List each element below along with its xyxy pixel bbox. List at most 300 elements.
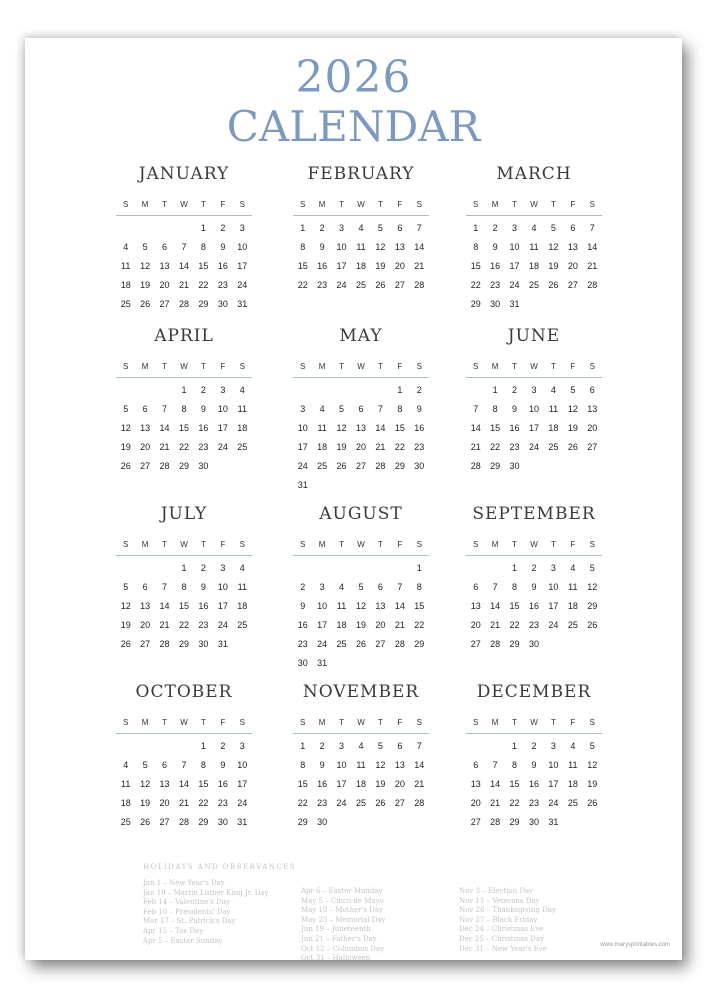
day-cell: 25 [237, 442, 248, 452]
day-cell: 4 [239, 385, 245, 395]
day-cell: 9 [492, 242, 498, 252]
day-cell: 2 [200, 385, 206, 395]
day-cell: 15 [470, 261, 481, 271]
day-cell: 13 [355, 423, 366, 433]
weekday-header: F [570, 718, 576, 727]
day-cell-empty [155, 381, 174, 400]
day-cell: 26 [375, 280, 386, 290]
day-cell: 20 [159, 798, 170, 808]
weekday-header-row [466, 361, 602, 378]
day-cell: 24 [297, 461, 308, 471]
weekday-header: W [530, 540, 538, 549]
day-cell: 14 [178, 779, 189, 789]
title-year: 2026 [295, 52, 412, 103]
weekday-header: S [416, 540, 422, 549]
day-cell: 27 [567, 280, 578, 290]
day-cell: 13 [159, 261, 170, 271]
holiday-item: Apr 5 – Easter Sunday [143, 936, 223, 945]
day-cell: 17 [548, 779, 559, 789]
day-cell-empty [174, 219, 193, 238]
day-cell: 7 [397, 582, 403, 592]
day-cell: 1 [200, 223, 206, 233]
days-grid [466, 219, 602, 314]
holiday-item: Jun 21 – Father's Day [301, 934, 377, 943]
day-cell: 12 [355, 601, 366, 611]
day-cell: 20 [140, 620, 151, 630]
day-cell: 22 [509, 620, 520, 630]
weekday-header: S [123, 362, 129, 371]
day-cell: 8 [512, 582, 518, 592]
holiday-item: Nov 3 – Election Day [459, 887, 534, 895]
day-cell: 2 [416, 385, 422, 395]
weekday-header-row [116, 361, 252, 378]
weekday-header: S [589, 718, 595, 727]
day-cell: 22 [178, 442, 189, 452]
day-cell: 2 [531, 741, 537, 751]
days-grid [116, 559, 252, 654]
day-cell: 21 [490, 620, 501, 630]
weekday-header: S [589, 362, 595, 371]
day-cell: 1 [512, 741, 518, 751]
day-cell: 6 [589, 385, 595, 395]
weekday-header: T [550, 362, 556, 371]
day-cell: 18 [120, 280, 131, 290]
day-cell: 28 [159, 639, 170, 649]
day-cell: 12 [120, 423, 131, 433]
day-cell: 30 [198, 639, 209, 649]
day-cell: 28 [414, 798, 425, 808]
weekday-header: W [530, 362, 538, 371]
day-cell: 4 [239, 563, 245, 573]
day-cell: 5 [358, 582, 364, 592]
month-april [116, 325, 252, 476]
day-cell-empty [312, 559, 331, 578]
day-cell: 2 [531, 563, 537, 573]
day-cell: 30 [217, 299, 228, 309]
day-cell: 25 [317, 461, 328, 471]
day-cell: 13 [587, 404, 598, 414]
weekday-header: W [180, 362, 188, 371]
days-grid [293, 737, 429, 832]
holiday-item: Jan 19 – Martin Luther King Jr. Day [143, 888, 269, 897]
day-cell: 17 [297, 442, 308, 452]
holiday-item: Feb 16 – Presidents' Day [143, 907, 231, 916]
weekday-header: T [377, 718, 383, 727]
day-cell: 8 [300, 760, 306, 770]
day-cell: 27 [394, 798, 405, 808]
day-cell: 5 [570, 385, 576, 395]
holiday-item: May 5 – Cinco de Mayo [301, 896, 384, 905]
day-cell: 13 [375, 601, 386, 611]
day-cell: 9 [200, 404, 206, 414]
weekday-header: W [530, 200, 538, 209]
day-cell: 15 [414, 601, 425, 611]
day-cell-empty [466, 559, 485, 578]
day-cell: 16 [198, 423, 209, 433]
day-cell: 11 [568, 760, 578, 770]
day-cell: 24 [237, 798, 248, 808]
day-cell: 25 [528, 280, 539, 290]
day-cell: 5 [123, 582, 129, 592]
weekday-header: S [123, 540, 129, 549]
day-cell: 28 [490, 639, 501, 649]
weekday-header: F [570, 362, 576, 371]
day-cell: 15 [490, 423, 501, 433]
day-cell-empty [116, 559, 135, 578]
day-cell: 28 [178, 817, 189, 827]
month-name: NOVEMBER [302, 682, 420, 702]
day-cell: 17 [548, 601, 559, 611]
day-cell: 23 [528, 620, 539, 630]
day-cell: 20 [355, 442, 366, 452]
day-cell: 10 [548, 582, 559, 592]
day-cell-empty [116, 737, 135, 756]
day-cell: 24 [548, 798, 559, 808]
holiday-item: Apr 15 – Tax Day [143, 926, 204, 935]
day-cell: 19 [336, 442, 347, 452]
day-cell: 23 [198, 620, 209, 630]
day-cell: 27 [355, 461, 366, 471]
day-cell: 1 [181, 563, 187, 573]
weekday-header: F [397, 362, 403, 371]
day-cell: 24 [336, 280, 347, 290]
day-cell: 11 [529, 242, 539, 252]
day-cell: 3 [550, 741, 556, 751]
day-cell: 14 [375, 423, 386, 433]
day-cell: 30 [198, 461, 209, 471]
day-cell: 21 [178, 798, 189, 808]
weekday-header: T [377, 362, 383, 371]
day-cell: 19 [375, 261, 386, 271]
day-cell: 29 [414, 639, 425, 649]
day-cell: 25 [336, 639, 347, 649]
day-cell: 21 [375, 442, 386, 452]
day-cell: 14 [159, 423, 170, 433]
day-cell: 11 [568, 582, 578, 592]
day-cell: 5 [377, 741, 383, 751]
day-cell: 13 [470, 779, 481, 789]
day-cell: 9 [200, 582, 206, 592]
day-cell: 21 [159, 620, 170, 630]
weekday-header: F [397, 540, 403, 549]
day-cell: 7 [181, 242, 187, 252]
day-cell: 4 [570, 563, 576, 573]
weekday-header: F [397, 200, 403, 209]
day-cell: 26 [140, 817, 151, 827]
weekday-header: T [200, 362, 206, 371]
day-cell: 24 [548, 620, 559, 630]
day-cell: 19 [120, 620, 131, 630]
day-cell: 29 [178, 639, 189, 649]
day-cell: 10 [297, 423, 308, 433]
day-cell: 1 [416, 563, 422, 573]
day-cell: 16 [490, 261, 501, 271]
day-cell: 8 [200, 242, 206, 252]
day-cell: 19 [140, 280, 151, 290]
day-cell-empty [312, 381, 331, 400]
day-cell: 11 [317, 423, 327, 433]
day-cell: 30 [509, 461, 520, 471]
day-cell: 23 [490, 280, 501, 290]
weekday-header: F [570, 200, 576, 209]
day-cell: 9 [220, 760, 226, 770]
day-cell: 23 [297, 639, 308, 649]
day-cell: 23 [317, 280, 328, 290]
weekday-header: M [141, 362, 149, 371]
day-cell: 16 [217, 779, 228, 789]
holidays-column-2 [301, 887, 459, 964]
day-cell-empty [293, 559, 312, 578]
weekday-header: T [550, 718, 556, 727]
day-cell-empty [293, 381, 312, 400]
day-cell: 28 [159, 461, 170, 471]
weekday-header: T [200, 718, 206, 727]
weekday-header: W [180, 540, 188, 549]
day-cell: 21 [394, 620, 405, 630]
day-cell: 15 [178, 423, 189, 433]
day-cell: 11 [336, 601, 347, 611]
day-cell: 21 [178, 280, 189, 290]
day-cell: 10 [509, 242, 520, 252]
holiday-item: Nov 11 – Veterans Day [459, 896, 540, 905]
weekday-header-row [293, 717, 429, 734]
holiday-item: Nov 26 – Thanksgiving Day [459, 906, 556, 915]
weekday-header: W [357, 540, 365, 549]
day-cell: 26 [355, 639, 366, 649]
day-cell: 3 [239, 741, 245, 751]
day-cell: 12 [375, 242, 386, 252]
day-cell: 10 [528, 404, 539, 414]
day-cell: 23 [198, 442, 209, 452]
day-cell: 7 [492, 582, 498, 592]
day-cell: 28 [178, 299, 189, 309]
day-cell: 29 [394, 461, 405, 471]
day-cell-empty [135, 219, 154, 238]
weekday-header: M [491, 718, 499, 727]
weekday-header-row [116, 717, 252, 734]
weekday-header: M [141, 200, 149, 209]
day-cell: 7 [162, 582, 168, 592]
day-cell: 16 [509, 423, 520, 433]
weekday-header: F [570, 540, 576, 549]
day-cell: 5 [123, 404, 129, 414]
day-cell: 30 [414, 461, 425, 471]
day-cell: 1 [200, 741, 206, 751]
day-cell: 16 [414, 423, 425, 433]
month-name: JULY [160, 504, 208, 524]
day-cell: 7 [416, 741, 422, 751]
day-cell: 28 [470, 461, 481, 471]
day-cell: 10 [217, 404, 228, 414]
weekday-header: W [357, 718, 365, 727]
days-grid [466, 381, 602, 476]
day-cell: 27 [159, 817, 170, 827]
day-cell: 24 [528, 442, 539, 452]
weekday-header: M [491, 540, 499, 549]
day-cell: 4 [123, 242, 129, 252]
day-cell: 10 [237, 242, 248, 252]
day-cell: 8 [300, 242, 306, 252]
day-cell: 18 [355, 779, 366, 789]
weekday-header-row [293, 361, 429, 378]
day-cell: 13 [470, 601, 481, 611]
weekday-header: S [239, 718, 245, 727]
day-cell: 22 [178, 620, 189, 630]
day-cell: 24 [317, 639, 328, 649]
weekday-header: W [180, 718, 188, 727]
day-cell: 18 [237, 601, 248, 611]
day-cell: 14 [490, 779, 501, 789]
day-cell-empty [135, 381, 154, 400]
day-cell: 24 [217, 620, 228, 630]
day-cell: 18 [567, 601, 578, 611]
weekday-header: T [339, 718, 344, 727]
day-cell: 17 [217, 601, 228, 611]
day-cell: 9 [319, 760, 325, 770]
day-cell: 11 [121, 261, 131, 271]
day-cell: 22 [297, 798, 308, 808]
weekday-header: S [239, 540, 245, 549]
day-cell: 5 [142, 760, 148, 770]
day-cell: 17 [336, 261, 347, 271]
day-cell-empty [135, 737, 154, 756]
day-cell: 25 [120, 299, 131, 309]
day-cell: 5 [550, 223, 556, 233]
day-cell: 20 [140, 442, 151, 452]
weekday-header: M [141, 540, 149, 549]
day-cell: 4 [339, 582, 345, 592]
day-cell: 1 [300, 741, 306, 751]
day-cell: 6 [473, 582, 479, 592]
month-july [116, 503, 252, 654]
day-cell: 31 [509, 299, 520, 309]
day-cell: 15 [297, 261, 308, 271]
day-cell: 16 [217, 261, 228, 271]
weekday-header: W [530, 718, 538, 727]
day-cell: 18 [528, 261, 539, 271]
day-cell: 17 [336, 779, 347, 789]
day-cell: 21 [470, 442, 481, 452]
day-cell: 3 [531, 385, 537, 395]
day-cell: 23 [509, 442, 520, 452]
weekday-header: T [339, 540, 344, 549]
weekday-header: M [318, 540, 326, 549]
day-cell: 22 [509, 798, 520, 808]
day-cell: 7 [162, 404, 168, 414]
day-cell: 12 [548, 242, 559, 252]
days-grid [293, 381, 429, 495]
day-cell: 15 [297, 779, 308, 789]
day-cell: 14 [414, 760, 425, 770]
day-cell: 12 [336, 423, 347, 433]
day-cell: 23 [217, 798, 228, 808]
holidays-column-1 [143, 879, 301, 964]
day-cell: 20 [394, 779, 405, 789]
day-cell: 25 [355, 280, 366, 290]
day-cell: 19 [567, 423, 578, 433]
day-cell: 8 [397, 404, 403, 414]
day-cell: 30 [490, 299, 501, 309]
day-cell: 28 [394, 639, 405, 649]
day-cell: 20 [159, 280, 170, 290]
holiday-item: Dec 31 – New Year's Eve [459, 944, 547, 953]
day-cell: 16 [317, 779, 328, 789]
weekday-header: T [512, 540, 517, 549]
title-calendar: CALENDAR [226, 102, 481, 151]
day-cell: 9 [512, 404, 518, 414]
weekday-header: S [416, 200, 422, 209]
day-cell: 25 [237, 620, 248, 630]
day-cell: 16 [317, 261, 328, 271]
weekday-header: S [300, 718, 306, 727]
holiday-item: Dec 25 – Christmas Day [459, 934, 544, 943]
day-cell: 14 [394, 601, 405, 611]
day-cell: 29 [198, 817, 209, 827]
day-cell: 6 [142, 404, 148, 414]
day-cell: 4 [319, 404, 325, 414]
day-cell: 3 [339, 223, 345, 233]
day-cell: 3 [550, 563, 556, 573]
day-cell: 9 [300, 601, 306, 611]
month-name: DECEMBER [476, 682, 592, 702]
weekday-header: T [512, 200, 517, 209]
day-cell: 8 [512, 760, 518, 770]
holidays-columns [143, 879, 673, 964]
day-cell-empty [155, 737, 174, 756]
month-december [466, 681, 602, 832]
day-cell: 2 [319, 741, 325, 751]
day-cell: 10 [317, 601, 328, 611]
weekday-header: S [123, 718, 129, 727]
weekday-header: T [162, 540, 167, 549]
day-cell: 27 [140, 639, 151, 649]
days-grid [466, 559, 602, 654]
weekday-header: T [200, 540, 206, 549]
day-cell: 13 [140, 423, 151, 433]
day-cell: 26 [375, 798, 386, 808]
day-cell: 25 [567, 620, 578, 630]
day-cell: 8 [200, 760, 206, 770]
day-cell: 27 [470, 817, 481, 827]
holidays-title: HOLIDAYS AND OBSERVANCES [143, 863, 297, 871]
day-cell: 24 [237, 280, 248, 290]
day-cell-empty [466, 737, 485, 756]
day-cell: 2 [220, 223, 226, 233]
day-cell: 27 [140, 461, 151, 471]
day-cell: 26 [336, 461, 347, 471]
day-cell: 7 [473, 404, 479, 414]
day-cell-empty [485, 559, 504, 578]
day-cell: 2 [319, 223, 325, 233]
day-cell-empty [155, 219, 174, 238]
day-cell: 28 [414, 280, 425, 290]
holiday-item: Mar 17 – St. Patrick's Day [143, 917, 236, 926]
weekday-header: S [416, 362, 422, 371]
day-cell-empty [155, 559, 174, 578]
day-cell: 14 [414, 242, 425, 252]
weekday-header: S [300, 362, 306, 371]
day-cell: 26 [548, 280, 559, 290]
day-cell: 17 [237, 779, 248, 789]
day-cell-empty [485, 737, 504, 756]
day-cell: 6 [473, 760, 479, 770]
day-cell: 26 [140, 299, 151, 309]
day-cell: 16 [528, 779, 539, 789]
day-cell: 28 [587, 280, 598, 290]
day-cell-empty [174, 737, 193, 756]
day-cell: 8 [416, 582, 422, 592]
day-cell: 3 [300, 404, 306, 414]
